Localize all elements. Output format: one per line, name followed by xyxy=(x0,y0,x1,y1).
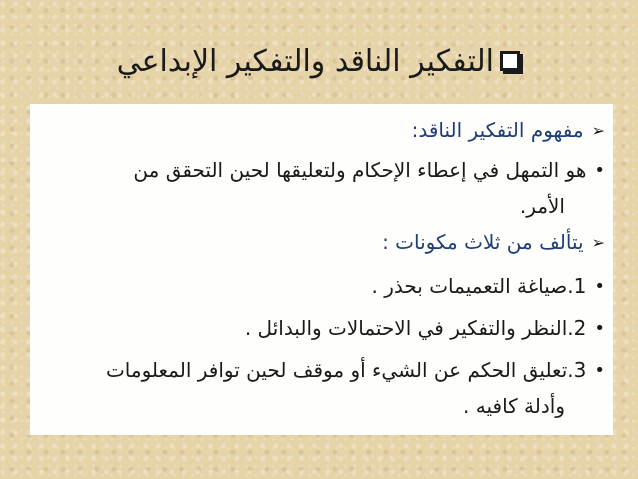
heading-components-text: يتألف من ثلاث مكونات : xyxy=(382,230,584,254)
bullet-component-3 xyxy=(38,358,605,382)
heading-concept-text: مفهوم التفكير الناقد: xyxy=(411,118,584,142)
bullet-definition-text: هو التمهل في إعطاء الإحكام ولتعليقها لحين التحقق من xyxy=(133,158,587,182)
bullet-icon: • xyxy=(594,317,605,339)
bullet-icon: • xyxy=(594,159,605,181)
bullet-component-2 xyxy=(38,316,605,340)
content-box xyxy=(30,104,613,435)
bullet-icon: • xyxy=(594,275,605,297)
bullet-component-1 xyxy=(38,274,605,298)
bullet-component-3-continued: وأدلة كافيه . xyxy=(463,394,565,418)
heading-concept xyxy=(38,118,605,142)
arrow-icon: ➢ xyxy=(591,232,605,252)
bullet-definition-continued: الأمر. xyxy=(519,194,565,218)
heading-components xyxy=(38,230,605,254)
checkbox-icon xyxy=(500,51,520,71)
bullet-component-1-text: 1.صياغة التعميمات بحذر . xyxy=(371,274,587,298)
title-row xyxy=(100,36,520,86)
bullet-component-3-text: 3.تعليق الحكم عن الشيء أو موقف لحين توافر المعلومات xyxy=(105,358,587,382)
slide-title: التفكير الناقد والتفكير الإبداعي xyxy=(116,43,494,79)
bullet-component-2-text: 2.النظر والتفكير في الاحتمالات والبدائل . xyxy=(244,316,587,340)
arrow-icon: ➢ xyxy=(591,120,605,140)
bullet-icon: • xyxy=(594,359,605,381)
bullet-definition xyxy=(38,158,605,182)
